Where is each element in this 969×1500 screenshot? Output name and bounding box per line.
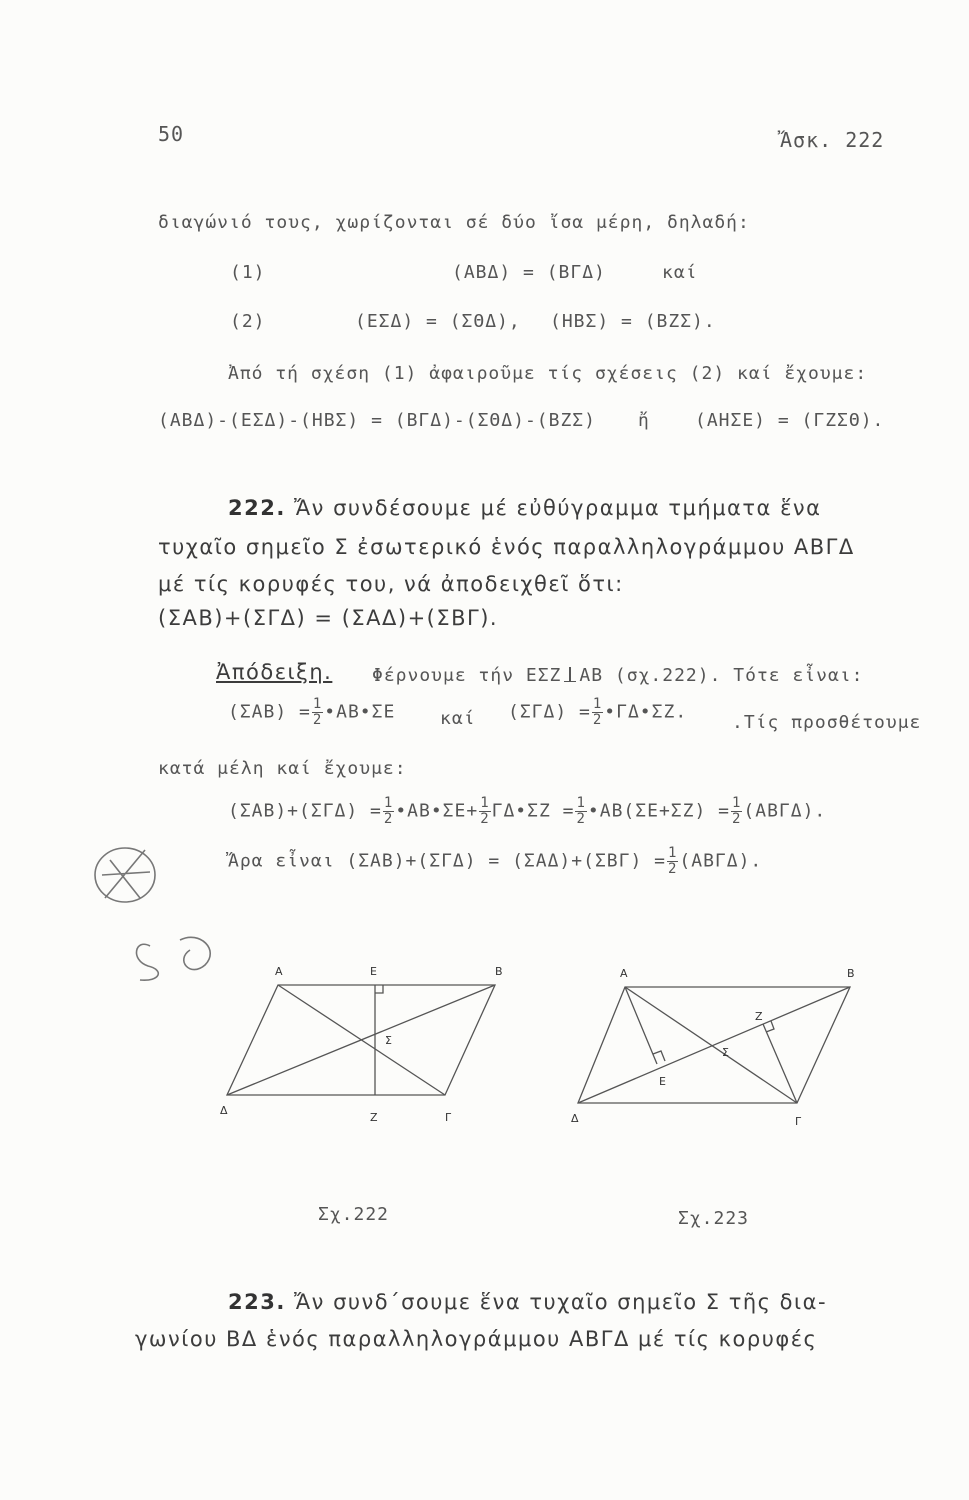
equation-label: (1) [230,262,266,283]
formula-sab: (ΣΑΒ) = $\frac{1}{2}$ •ΑΒ•ΣΕ [228,696,396,728]
label-b: Β [847,967,855,980]
figure-caption-223: Σχ.223 [678,1208,750,1229]
perpendicular-symbol [564,667,576,682]
figure-caption-222: Σχ.222 [318,1204,390,1225]
right-angle-icon [375,985,383,993]
label-z: Ζ [755,1010,763,1023]
fraction-half: $\frac{1}{2}$ [383,795,394,827]
text-line: διαγώνιό τους, χωρίζονται σέ δύο ἴσα μέρη, δηλαδή: [158,212,750,233]
fraction-half: $\frac{1}{2}$ [592,696,603,728]
cross-mark-icon [102,850,150,898]
conjunction: καί [662,262,698,283]
label-g: Γ [795,1115,802,1128]
formula-sgd: (ΣΓΔ) = $\frac{1}{2}$ •ΓΔ•ΣΖ. [508,696,688,728]
label-s: Σ [385,1034,392,1047]
text-line: κατά μέλη καί ἔχουμε: [158,758,407,779]
fraction-half: $\frac{1}{2}$ [667,845,678,877]
equation: (ΗΒΣ) = (ΒΖΣ). [550,311,716,332]
label-e: Ε [370,965,377,978]
proof-intro: Φέρνουμε τήν ΕΣΖ ΑΒ (σχ.222). Τότε εἶναι: [372,665,864,686]
label-g: Γ [445,1111,452,1124]
problem-222-line-1: 222. Ἄν συνδέσουμε μέ εὐθύγραμμα τμήματα ἕνα [228,496,822,520]
text-line: Ἀπό τή σχέση (1) ἀφαιροῦμε τίς σχέσεις (2) καί ἔχουμε: [228,363,868,384]
equation: (ΑΒΔ) = (ΒΓΔ) [452,262,606,283]
label-d: Δ [571,1112,579,1125]
problem-222-line-2: τυχαῖο σημεῖο Σ ἐσωτερικό ἑνός παραλληλογράμμου ΑΒΓΔ [158,535,855,559]
problem-number: 223. [228,1290,286,1314]
conjunction: ἤ [638,410,650,431]
page-number: 50 [158,122,185,146]
figure-223 [565,960,865,1135]
fraction-half: $\frac{1}{2}$ [731,795,742,827]
label-b: Β [495,965,503,978]
equation: (ΑΒΔ)-(ΕΣΔ)-(ΗΒΣ) = (ΒΓΔ)-(ΣΘΔ)-(ΒΖΣ) [158,410,596,431]
segment-bd [578,987,850,1103]
segment-ag [625,987,797,1103]
segment-bd [227,985,495,1095]
proof-title: Ἀπόδειξη. [216,660,333,684]
fraction-half: $\frac{1}{2}$ [480,795,490,827]
conclusion-formula: Ἄρα εἶναι (ΣΑΒ)+(ΣΓΔ) = (ΣΑΔ)+(ΣΒΓ) = $\frac{1}{2}$ (ΑΒΓΔ). [228,845,763,877]
exercise-reference: Ἄσκ. 222 [780,128,885,152]
problem-222-line-4: (ΣΑΒ)+(ΣΓΔ) = (ΣΑΔ)+(ΣΒΓ). [158,606,499,630]
problem-223-line-2: γωνίου ΒΔ ἑνός παραλληλογράμμου ΑΒΓΔ μέ τίς κορυφές [135,1327,818,1351]
conjunction: καί [440,708,476,729]
problem-222-line-3: μέ τίς κορυφές του, νά ἀποδειχθεῖ ὅτι: [158,572,624,596]
equation: (ΑΗΣΕ) = (ΓΖΣΘ). [695,410,885,431]
figure-222 [215,960,515,1135]
label-e: Ε [659,1075,666,1088]
label-s: Σ [722,1046,729,1059]
handwritten-marks [40,820,240,1000]
sum-formula: (ΣΑΒ)+(ΣΓΔ) = $\frac{1}{2}$ •ΑΒ•ΣΕ+ $\frac{1}{2}$ ΓΔ•ΣΖ = $\frac{1}{2}$ •ΑΒ(ΣΕ+ΣΖ) = $\frac{1}{2}$ (ΑΒΓΔ). [228,795,827,827]
label-a: Α [275,965,283,978]
handwritten-digit-icon [180,937,210,969]
equation: (ΕΣΔ) = (ΣΘΔ), [355,311,521,332]
text-line: .Τίς προσθέτουμε [732,712,922,733]
fraction-half: $\frac{1}{2}$ [312,696,323,728]
fraction-half: $\frac{1}{2}$ [576,795,586,827]
handwritten-digit-icon [136,944,158,980]
margin-note: 59 [40,820,42,821]
label-d: Δ [220,1104,228,1117]
problem-number: 222. [228,496,286,520]
label-a: Α [620,967,628,980]
equation-label: (2) [230,311,266,332]
label-z: Ζ [370,1111,378,1124]
problem-223-line-1: 223. Ἄν συνδ΄σουμε ἕνα τυχαῖο σημεῖο Σ τῆς δια- [228,1290,828,1314]
